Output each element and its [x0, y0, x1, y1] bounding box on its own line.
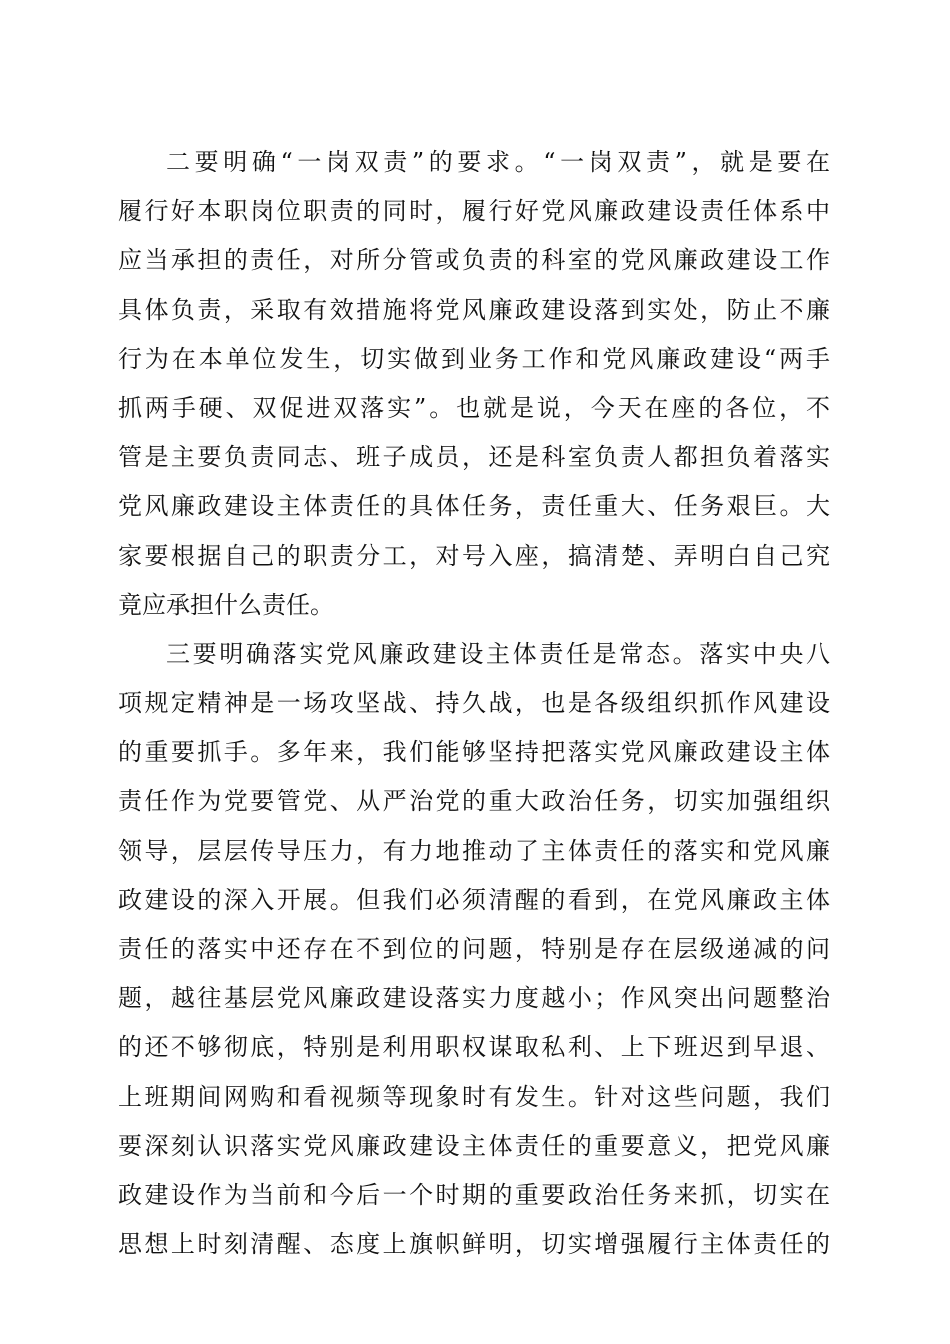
document-body: [118, 138, 830, 1269]
text-line: 责任的落实中还存在不到位的问题，特别是存在层级递减的问: [118, 935, 830, 963]
text-line: 家要根据自己的职责分工，对号入座，搞清楚、弄明白自己究: [118, 541, 830, 570]
text-line: 竟应承担什么责任。: [118, 590, 334, 619]
text-line: 政建设作为当前和今后一个时期的重要政治任务来抓，切实在: [118, 1180, 830, 1209]
text-line: 要深刻认识落实党风廉政建设主体责任的重要意义，把党风廉: [118, 1131, 830, 1160]
text-line: 上班期间网购和看视频等现象时有发生。针对这些问题，我们: [118, 1082, 830, 1111]
text-line: 责任作为党要管党、从严治党的重大政治任务，切实加强组织: [118, 787, 830, 816]
paragraph-three-requirement: [118, 630, 830, 1269]
text-line: 项规定精神是一场攻坚战、持久战，也是各级组织抓作风建设: [118, 689, 830, 718]
paragraph-two-requirement: [118, 138, 830, 630]
text-line: 管是主要负责同志、班子成员，还是科室负责人都担负着落实: [118, 443, 830, 472]
text-line: 政建设的深入开展。但我们必须清醒的看到，在党风廉政主体: [118, 885, 830, 914]
text-line: 二要明确“一岗双责”的要求。“一岗双责”，就是要在: [166, 148, 830, 176]
text-line: 抓两手硬、双促进双落实”。也就是说，今天在座的各位，不: [118, 393, 830, 422]
text-line: 三要明确落实党风廉政建设主体责任是常态。落实中央八: [166, 639, 830, 668]
text-line: 的还不够彻底，特别是利用职权谋取私利、上下班迟到早退、: [118, 1033, 830, 1062]
text-line: 履行好本职岗位职责的同时，履行好党风廉政建设责任体系中: [118, 197, 830, 226]
text-line: 党风廉政建设主体责任的具体任务，责任重大、任务艰巨。大: [118, 492, 830, 521]
text-line: 行为在本单位发生，切实做到业务工作和党风廉政建设“两手: [118, 344, 830, 373]
text-line: 思想上时刻清醒、态度上旗帜鲜明，切实增强履行主体责任的: [118, 1230, 830, 1259]
text-line: 题，越往基层党风廉政建设落实力度越小；作风突出问题整治: [118, 984, 830, 1013]
text-line: 领导，层层传导压力，有力地推动了主体责任的落实和党风廉: [118, 836, 830, 865]
text-line: 具体负责，采取有效措施将党风廉政建设落到实处，防止不廉: [118, 295, 830, 324]
text-line: 的重要抓手。多年来，我们能够坚持把落实党风廉政建设主体: [118, 738, 830, 767]
text-line: 应当承担的责任，对所分管或负责的科室的党风廉政建设工作: [118, 246, 830, 275]
